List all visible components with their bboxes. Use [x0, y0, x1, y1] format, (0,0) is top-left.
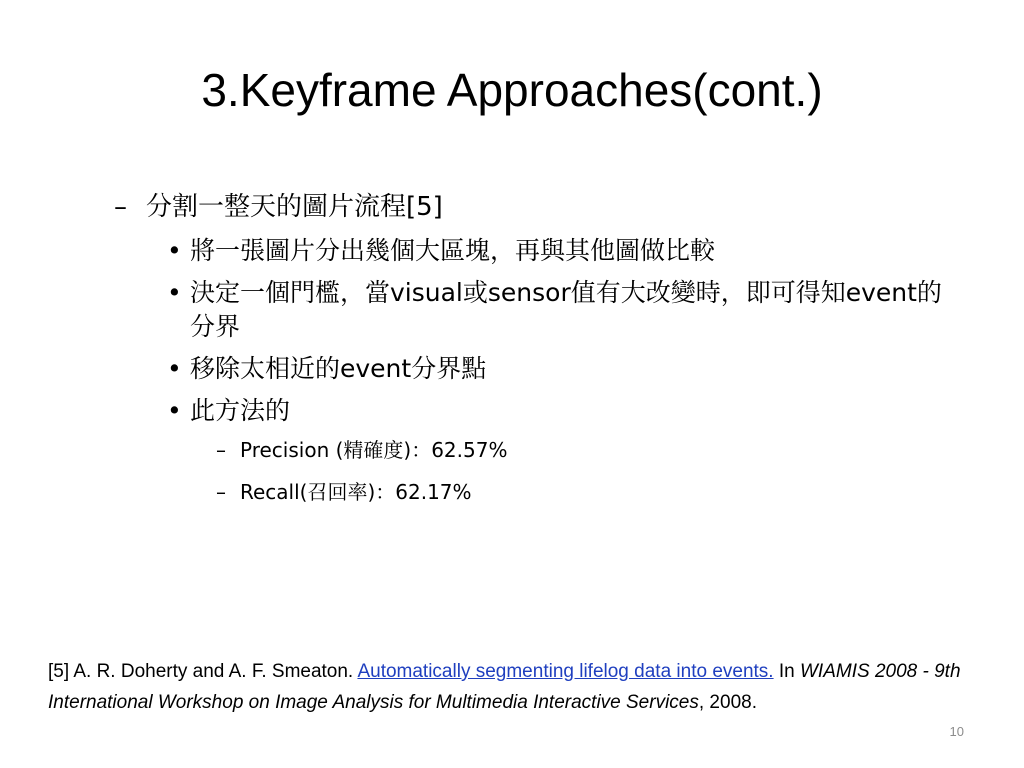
slide-title: 3.Keyframe Approaches(cont.)	[201, 64, 823, 116]
reference-link[interactable]: Automatically segmenting lifelog data into events.	[357, 661, 774, 682]
footnote-suffix: , 2008.	[698, 692, 757, 713]
page-number: 10	[949, 724, 964, 739]
bullet-text: 移除太相近的event分界點	[190, 354, 487, 383]
bullet-text: 決定一個門檻，當visual或sensor值有大改變時，即可得知event的分界	[190, 278, 942, 341]
bullet-text: 此方法的	[190, 396, 291, 425]
bullet-text: 將一張圖片分出幾個大區塊，再與其他圖做比較	[190, 236, 716, 265]
bullet-item	[110, 352, 970, 386]
footnote-prefix: [5] A. R. Doherty and A. F. Smeaton.	[48, 661, 358, 682]
sub-item-text: Recall(召回率)：62.17%	[240, 480, 472, 504]
bullet-marker: •	[167, 278, 182, 307]
dash-marker: –	[216, 480, 226, 504]
dash-marker: –	[114, 192, 127, 222]
bullet-marker: •	[167, 354, 182, 383]
dash-marker: –	[216, 438, 226, 462]
outline-item-level1	[110, 190, 970, 224]
footnote-venue: WIAMIS 2008 - 9th International Workshop on Image Analysis for Multimedia Interactive Services	[48, 661, 961, 713]
bullet-marker: •	[167, 236, 182, 265]
sub-item-text: Precision (精確度)：62.57%	[240, 438, 508, 462]
bullet-item	[110, 276, 950, 344]
reference-footnote	[48, 656, 978, 718]
bullet-item	[110, 234, 970, 268]
footnote-in: In	[773, 661, 800, 682]
bullet-item	[110, 394, 970, 428]
outline-text: 分割一整天的圖片流程[5]	[146, 192, 443, 222]
bullet-marker: •	[167, 396, 182, 425]
bullet-outline	[110, 190, 970, 520]
sub-item-precision	[110, 436, 970, 464]
sub-item-recall	[110, 478, 970, 506]
